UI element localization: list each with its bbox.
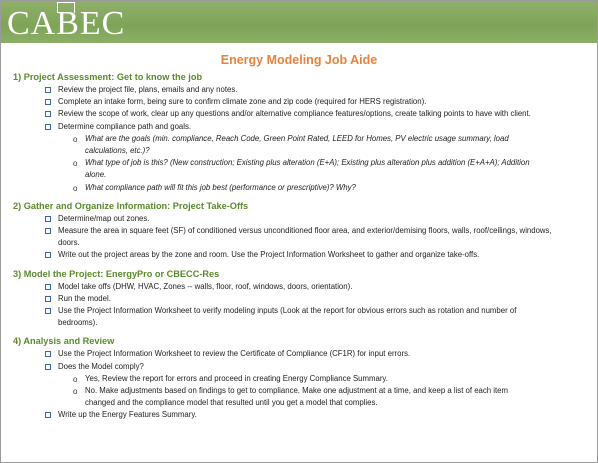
list-item: Review the scope of work, clear up any questions and/or alternative compliance features/options, create talking points to have with client. <box>1 108 597 120</box>
square-bullet-icon <box>45 296 51 302</box>
square-bullet-icon <box>45 252 51 258</box>
circle-bullet-icon: o <box>73 374 78 384</box>
square-bullet-icon <box>45 364 51 370</box>
square-bullet-icon <box>45 99 51 105</box>
list-item: Does the Model comply? <box>1 361 597 373</box>
cabec-logo: CABEC <box>7 5 126 42</box>
list-item: Run the model. <box>1 293 597 305</box>
list-item: Determine compliance path and goals. <box>1 121 597 133</box>
list-item: Use the Project Information Worksheet to verify modeling inputs (Look at the report for obvious errors such as rotation and number of bedrooms). <box>1 305 597 329</box>
document-body <box>1 71 597 422</box>
square-bullet-icon <box>45 87 51 93</box>
header-banner <box>1 1 597 43</box>
sub-list-item: o What compliance path will fit this job best (performance or prescriptive)? Why? <box>1 182 597 194</box>
section-heading: 3) Model the Project: EnergyPro or CBECC-Res <box>13 268 220 279</box>
square-bullet-icon <box>45 216 51 222</box>
square-bullet-icon <box>45 412 51 418</box>
section-heading: 2) Gather and Organize Information: Project Take-Offs <box>13 200 249 211</box>
square-bullet-icon <box>45 111 51 117</box>
sub-list-item: o No. Make adjustments based on findings to get to compliance. Make one adjustment at a time, and keep a list of each item changed and the compliance model that resulted until you get a model that complies. <box>73 386 509 408</box>
document-title: Energy Modeling Job Aide <box>220 53 378 67</box>
list-item: Use the Project Information Worksheet to review the Certificate of Compliance (CF1R) for input errors. <box>1 348 597 360</box>
section-project-assessment <box>1 71 597 194</box>
square-bullet-icon <box>45 351 51 357</box>
list-item: Complete an intake form, being sure to confirm climate zone and zip code (required for HERS registration). <box>1 96 597 108</box>
list-item: Model take offs (DHW, HVAC, Zones -- walls, floor, roof, windows, doors, orientation). <box>1 281 597 293</box>
circle-bullet-icon: o <box>73 387 78 397</box>
section-gather-information <box>1 200 597 262</box>
section-analysis-review <box>1 335 597 421</box>
list-item: Measure the area in square feet (SF) of conditioned versus unconditioned floor area, and exterior/demising floors, walls, roof/ceilings, windows, doors. <box>1 225 597 249</box>
square-bullet-icon <box>45 284 51 290</box>
sub-list-item: o Yes, Review the report for errors and proceed in creating Energy Compliance Summary. <box>1 373 597 385</box>
list-item: Review the project file, plans, emails and any notes. <box>1 84 597 96</box>
section-model-project <box>1 268 597 330</box>
circle-bullet-icon: o <box>73 159 78 169</box>
list-item: Write up the Energy Features Summary. <box>1 409 597 421</box>
square-bullet-icon <box>45 124 51 130</box>
list-item: Write out the project areas by the zone and room. Use the Project Information Worksheet to gather and organize take-offs. <box>1 249 597 261</box>
house-icon <box>57 2 75 13</box>
section-heading: 1) Project Assessment: Get to know the job <box>13 72 203 82</box>
sub-list-item: o What type of job is this? (New construction; Existing plus alteration (E+A); Existing plus alteration plus addition (E+A+A); Addition alone. <box>73 158 530 180</box>
section-heading: 4) Analysis and Review <box>13 336 115 347</box>
square-bullet-icon <box>45 308 51 314</box>
square-bullet-icon <box>45 228 51 234</box>
circle-bullet-icon: o <box>73 134 78 144</box>
sub-list-item: o What are the goals (min. compliance, Reach Code, Green Point Rated, LEED for Homes, PV electric usage summary, load calculations, etc.)? <box>73 133 509 156</box>
list-item: Determine/map out zones. <box>1 213 597 225</box>
circle-bullet-icon: o <box>73 183 78 193</box>
